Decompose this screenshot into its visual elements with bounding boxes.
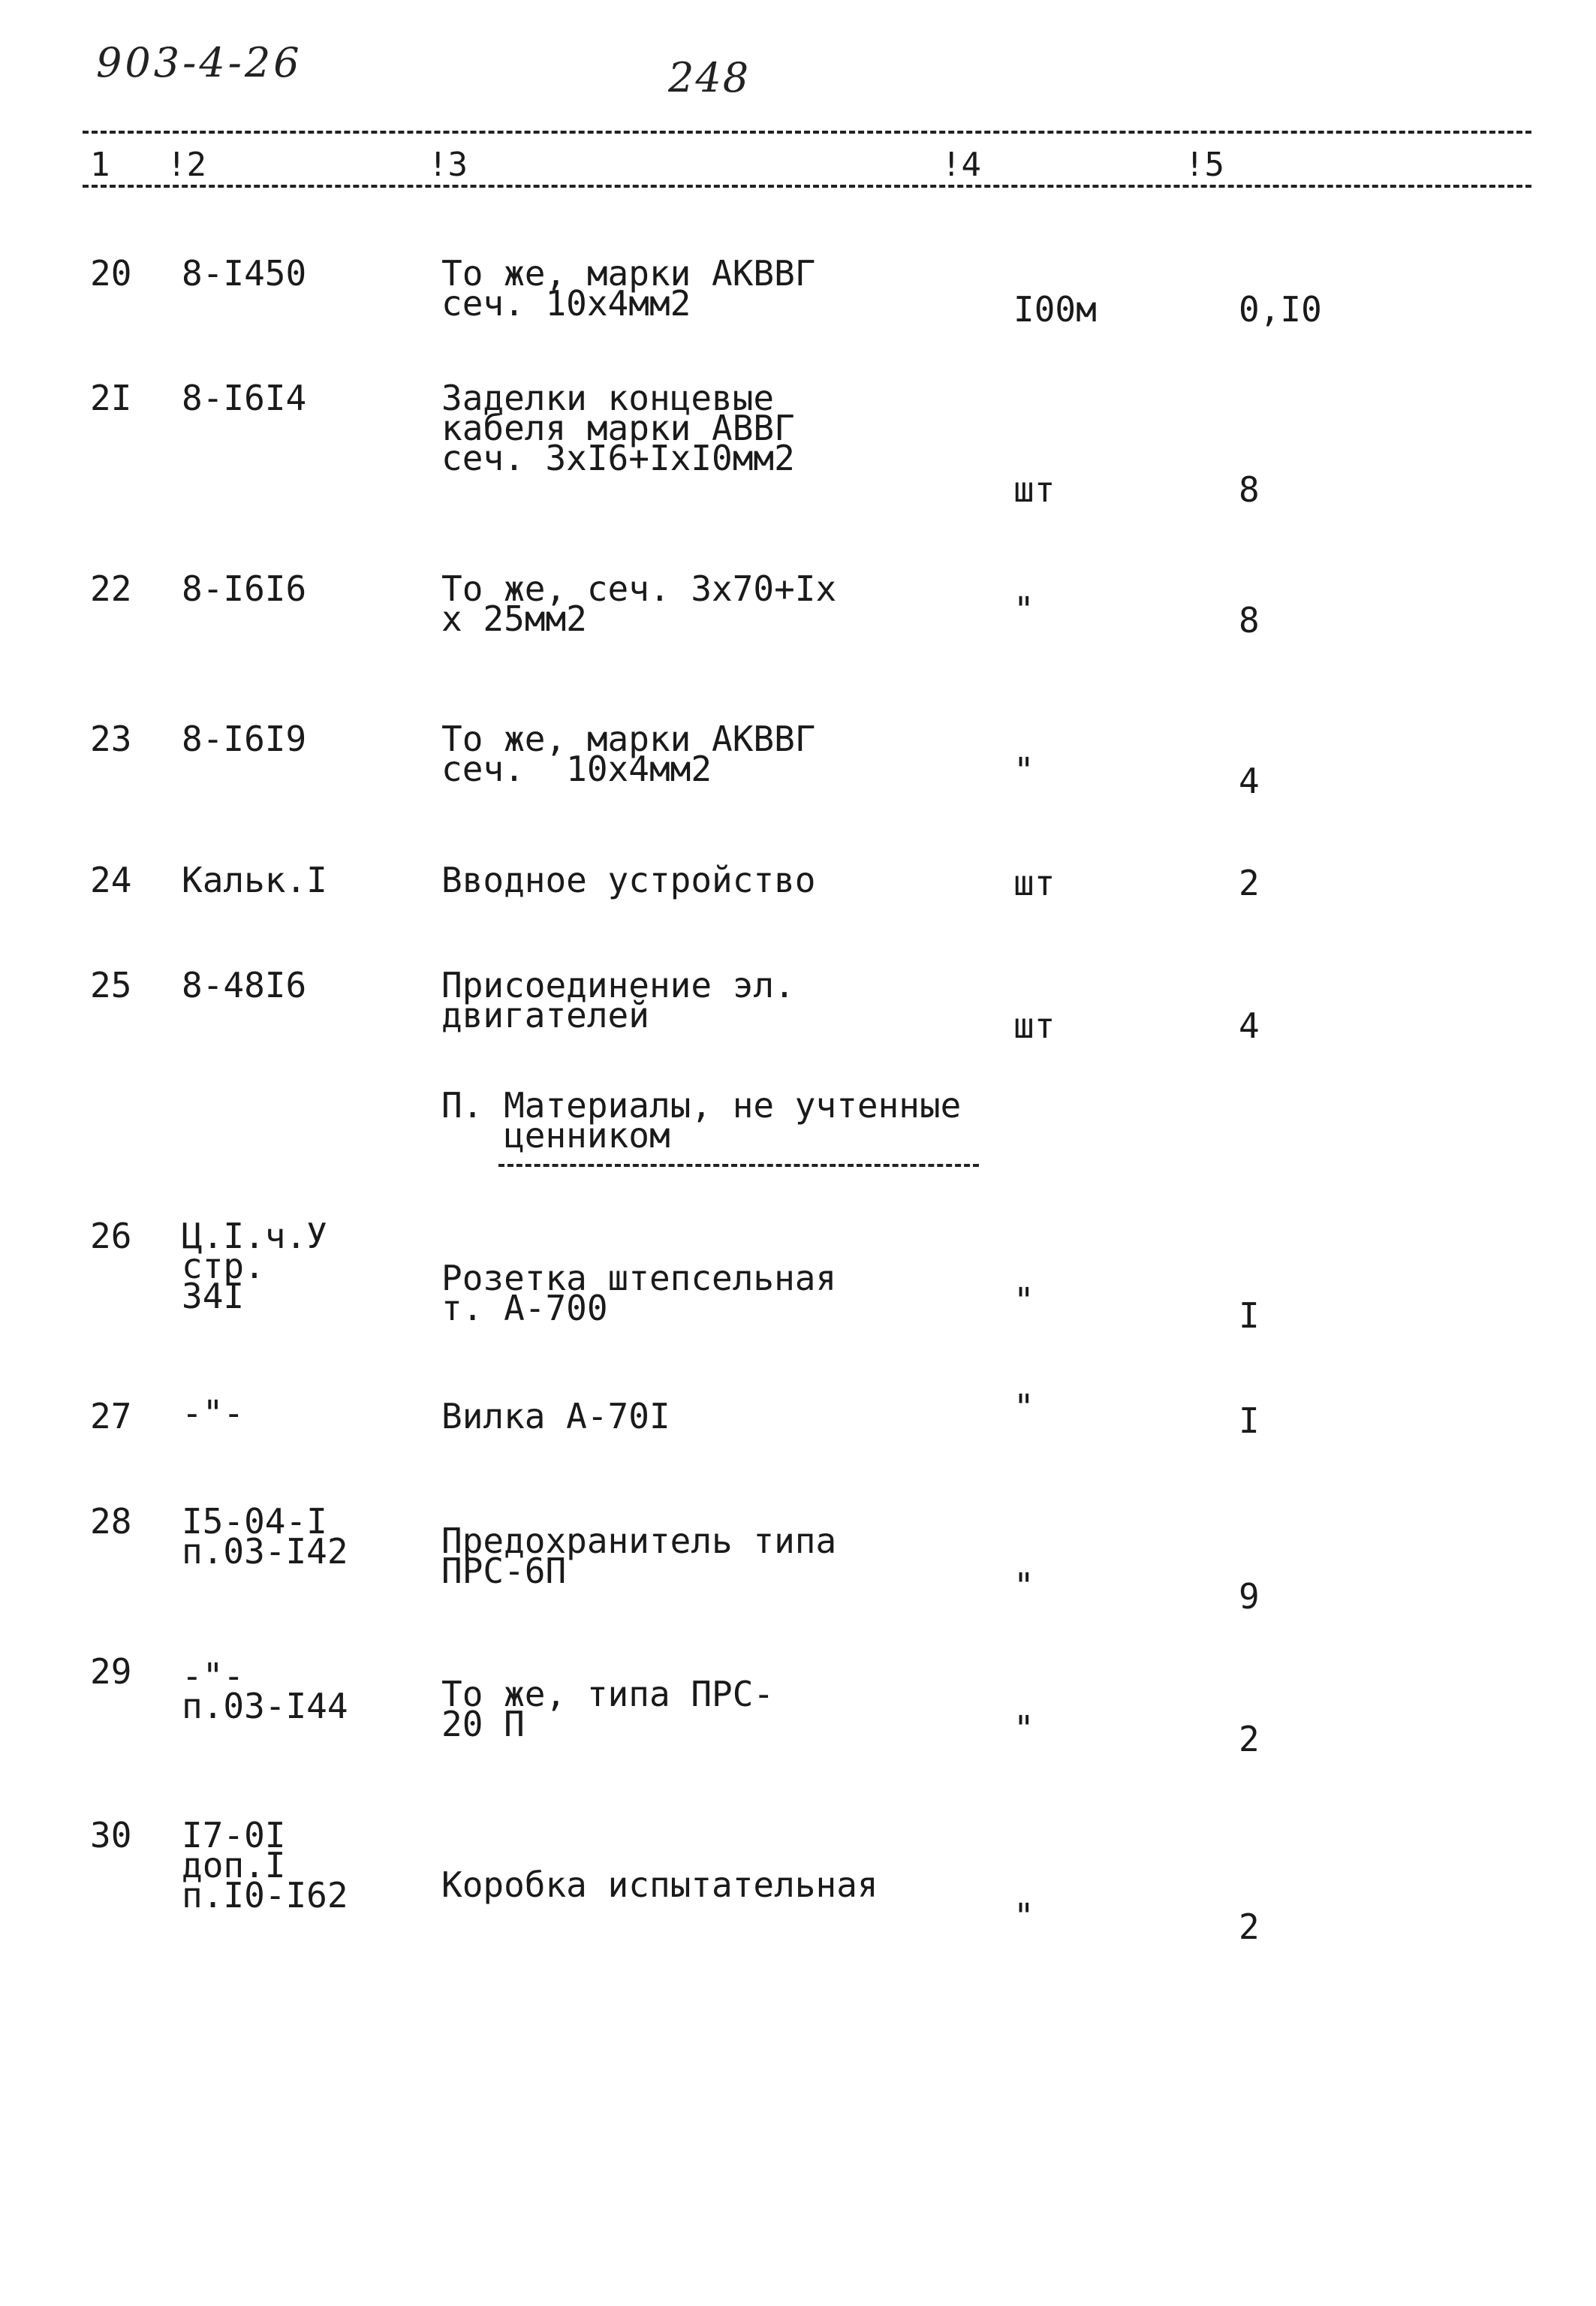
row-number: 25 bbox=[90, 965, 132, 1005]
price-code: 8-I6I6 bbox=[182, 568, 307, 609]
item-quantity: I bbox=[1239, 1400, 1260, 1441]
item-unit: шт bbox=[1013, 863, 1055, 903]
row-number: 22 bbox=[90, 568, 132, 609]
item-description: Заделки концевые кабеля марки АВВГ сеч. 3хI6+IхI0мм2 bbox=[441, 378, 795, 478]
item-unit: шт bbox=[1013, 1005, 1055, 1046]
item-description: Присоединение эл. двигателей bbox=[441, 965, 795, 1035]
section-heading: П. Материалы, не учтенные ценником bbox=[441, 1085, 962, 1156]
item-description: Розетка штепсельная т. А-700 bbox=[441, 1258, 837, 1328]
price-code: -"- bbox=[182, 1393, 245, 1433]
row-number: 23 bbox=[90, 719, 132, 759]
row-number: 30 bbox=[90, 1815, 132, 1855]
price-code: I7-0I доп.I п.I0-I62 bbox=[182, 1815, 348, 1916]
item-unit: шт bbox=[1013, 469, 1055, 510]
item-quantity: I bbox=[1239, 1295, 1260, 1336]
item-quantity: 0,I0 bbox=[1239, 289, 1322, 330]
price-code: -"- п.03-I44 bbox=[182, 1656, 348, 1726]
item-quantity: 2 bbox=[1239, 1719, 1260, 1759]
item-unit: I00м bbox=[1013, 289, 1097, 330]
price-code: Ц.I.ч.У стр. 34I bbox=[182, 1216, 327, 1316]
row-number: 29 bbox=[90, 1651, 132, 1692]
price-code: 8-I6I9 bbox=[182, 719, 307, 759]
price-code: 8-48I6 bbox=[182, 965, 307, 1005]
item-description: Вилка А-70I bbox=[441, 1396, 670, 1436]
header-top-divider bbox=[83, 131, 1531, 134]
item-description: То же, марки АКВВГ сеч. 10х4мм2 bbox=[441, 719, 816, 789]
row-number: 26 bbox=[90, 1216, 132, 1256]
column-header-5: !5 bbox=[1185, 146, 1224, 184]
row-number: 27 bbox=[90, 1396, 132, 1436]
item-quantity: 9 bbox=[1239, 1576, 1260, 1617]
page-number: 248 bbox=[668, 54, 751, 101]
price-code: Кальк.I bbox=[182, 860, 327, 900]
column-header-3: !3 bbox=[428, 146, 468, 184]
column-header-1: 1 bbox=[90, 146, 110, 184]
item-quantity: 8 bbox=[1239, 469, 1260, 510]
row-number: 28 bbox=[90, 1501, 132, 1542]
header-bottom-divider bbox=[83, 185, 1531, 188]
item-description: Вводное устройство bbox=[441, 860, 816, 900]
price-code: 8-I6I4 bbox=[182, 378, 307, 418]
item-description: Коробка испытательная bbox=[441, 1864, 878, 1905]
price-code: I5-04-I п.03-I42 bbox=[182, 1501, 348, 1572]
item-unit: " bbox=[1013, 589, 1034, 630]
column-header-4: !4 bbox=[941, 146, 981, 184]
item-unit: " bbox=[1013, 1708, 1034, 1749]
item-unit: " bbox=[1013, 1896, 1034, 1937]
item-quantity: 4 bbox=[1239, 761, 1260, 801]
item-unit: " bbox=[1013, 1387, 1034, 1427]
item-quantity: 8 bbox=[1239, 600, 1260, 641]
section-underline bbox=[498, 1164, 979, 1167]
item-description: То же, марки АКВВГ сеч. 10х4мм2 bbox=[441, 253, 816, 324]
item-quantity: 2 bbox=[1239, 863, 1260, 903]
item-description: То же, типа ПРС- 20 П bbox=[441, 1674, 775, 1744]
row-number: 24 bbox=[90, 860, 132, 900]
column-header-2: !2 bbox=[167, 146, 206, 184]
item-unit: " bbox=[1013, 750, 1034, 791]
item-description: То же, сеч. 3х70+Iх х 25мм2 bbox=[441, 568, 837, 639]
document-code: 903-4-26 bbox=[96, 39, 303, 86]
item-quantity: 4 bbox=[1239, 1005, 1260, 1046]
row-number: 20 bbox=[90, 253, 132, 294]
item-unit: " bbox=[1013, 1566, 1034, 1606]
price-code: 8-I450 bbox=[182, 253, 307, 294]
item-description: Предохранитель типа ПРС-6П bbox=[441, 1521, 837, 1591]
item-quantity: 2 bbox=[1239, 1907, 1260, 1947]
item-unit: " bbox=[1013, 1280, 1034, 1321]
row-number: 2I bbox=[90, 378, 132, 418]
